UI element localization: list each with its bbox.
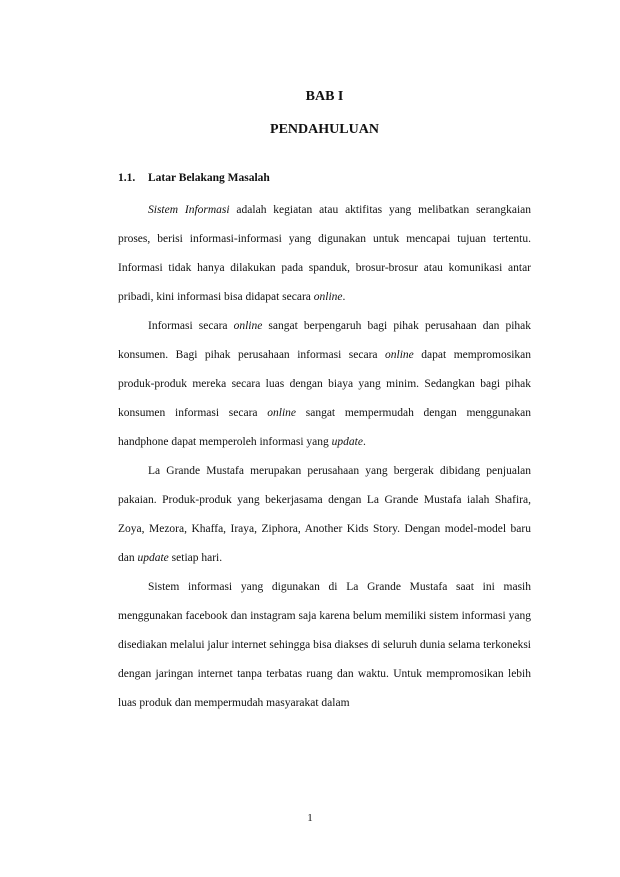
chapter-number: BAB I xyxy=(305,89,344,104)
paragraph-3-text-a: La Grande Mustafa merupakan perusahaan yang bergerak dibidang penjualan pakaian. Produk-produk yang bekerjasama dengan La Grande Mustafa ialah Shafira, Zoya, Mezora, Khaffa, Iraya, Ziphora, Another Kids Story. Dengan model-model baru dan xyxy=(118,465,531,564)
paragraph-2-end: . xyxy=(362,436,366,448)
section-heading xyxy=(118,172,270,184)
body-text xyxy=(118,196,531,718)
paragraph-3-italic: update xyxy=(137,552,169,564)
page-number: 1 xyxy=(307,812,313,824)
paragraph-1-text: adalah kegiatan atau aktifitas yang melibatkan serangkaian proses, berisi informasi-informasi yang digunakan untuk mencapai tujuan tertentu. Informasi tidak hanya dilakukan pada spanduk, brosur-brosur atau komunikasi antar pribadi, kini informasi bisa didapat secara xyxy=(118,204,531,303)
paragraph-2-text-b: sangat berpengaruh bagi pihak perusahaan dan pihak konsumen. Bagi pihak perusahaan informasi secara xyxy=(118,320,531,361)
chapter-title: PENDAHULUAN xyxy=(270,122,379,137)
paragraph-3-end: setiap hari. xyxy=(168,552,223,564)
paragraph-2-text-a: Informasi secara xyxy=(148,320,234,332)
paragraph-2 xyxy=(118,312,531,457)
paragraph-1-italic-term: Sistem Informasi xyxy=(148,204,230,216)
paragraph-4 xyxy=(118,573,531,718)
paragraph-2-text-d: sangat mempermudah dengan menggunakan handphone dapat memperoleh informasi yang xyxy=(118,407,531,448)
paragraph-2-italic-a: online xyxy=(233,320,263,332)
paragraph-1 xyxy=(118,196,531,312)
section-number: 1.1. xyxy=(118,172,136,184)
paragraph-1-italic-online: online xyxy=(313,291,343,303)
paragraph-1-end: . xyxy=(342,291,346,303)
paragraph-2-italic-b: online xyxy=(385,349,414,361)
paragraph-3 xyxy=(118,457,531,573)
paragraph-2-italic-d: update xyxy=(331,436,363,448)
paragraph-4-text: Sistem informasi yang digunakan di La Grande Mustafa saat ini masih menggunakan facebook dan instagram saja karena belum memiliki sistem informasi yang disediakan melalui jalur internet sehingga bisa diakses di seluruh dunia selama terkoneksi dengan jaringan internet tanpa terbatas ruang dan waktu. Untuk mempromosikan lebih luas produk dan mempermudah masyarakat dalam xyxy=(118,581,531,709)
paragraph-2-text-c: dapat mempromosikan produk-produk mereka secara luas dengan biaya yang minim. Sedangkan bagi pihak konsumen informasi secara xyxy=(118,349,532,419)
paragraph-2-italic-c: online xyxy=(267,407,297,419)
section-title: Latar Belakang Masalah xyxy=(148,172,270,184)
